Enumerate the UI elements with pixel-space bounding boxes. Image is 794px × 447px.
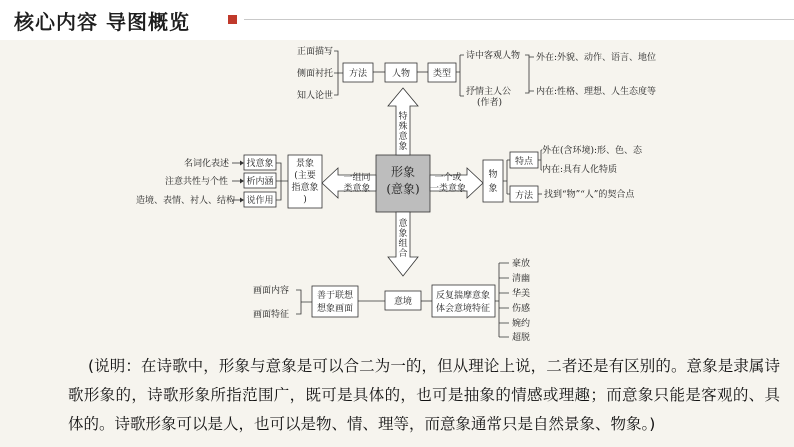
left-actions-bracket bbox=[276, 163, 288, 200]
left-action-1: 找意象 bbox=[246, 159, 274, 169]
page-title: 核心内容 导图概览 bbox=[14, 10, 190, 34]
style-2: 清幽 bbox=[512, 274, 531, 284]
realm-desc-2: 体会意境特征 bbox=[435, 304, 491, 314]
left-arrow-2-head bbox=[240, 179, 244, 184]
scene-label-3: 指意象 bbox=[291, 183, 319, 193]
arrow-down-char-1: 意 bbox=[398, 219, 408, 229]
bottom-input-1: 画面内容 bbox=[253, 286, 290, 296]
assoc-label-1: 善于联想 bbox=[316, 291, 354, 301]
type-bracket bbox=[456, 55, 464, 96]
object-label-1: 物 bbox=[488, 170, 498, 180]
bottom-input-2: 画面特征 bbox=[253, 310, 290, 320]
feature-a-label: 外在(含环境):形、色、态 bbox=[542, 146, 643, 156]
object-box bbox=[483, 160, 503, 202]
outer-inner-bracket bbox=[525, 55, 534, 93]
left-action-3: 说作用 bbox=[246, 196, 274, 206]
person-label: 人物 bbox=[391, 69, 411, 79]
style-4: 伤感 bbox=[512, 304, 531, 314]
assoc-label-2: 想象画面 bbox=[316, 304, 354, 314]
left-action-2: 析内涵 bbox=[246, 177, 274, 187]
scene-label-4: ) bbox=[303, 195, 307, 205]
center-label-2: (意象) bbox=[386, 182, 420, 196]
arrow-up-char-1: 特 bbox=[398, 112, 408, 122]
type-label: 类型 bbox=[432, 69, 452, 79]
arrow-left-label-1: 一组同 bbox=[343, 173, 371, 183]
style-1: 豪放 bbox=[512, 259, 531, 269]
type-b-label-2: (作者) bbox=[477, 98, 503, 108]
inner-label: 内在:性格、理想、人生态度等 bbox=[536, 87, 657, 97]
feature-b-label: 内在:具有人化特质 bbox=[542, 165, 618, 175]
top-input-1: 正面描写 bbox=[297, 47, 334, 57]
arrow-up-char-3: 意 bbox=[398, 132, 408, 142]
top-input-2: 侧面衬托 bbox=[297, 69, 334, 79]
type-b-label-1: 抒情主人公 bbox=[466, 87, 512, 97]
right-method-label: 方法 bbox=[514, 191, 534, 201]
top-method-label: 方法 bbox=[348, 69, 368, 79]
style-5: 婉约 bbox=[512, 319, 531, 329]
arrow-up-char-4: 象 bbox=[398, 142, 408, 152]
right-bracket bbox=[503, 160, 510, 194]
feature-label: 特点 bbox=[514, 157, 534, 167]
arrow-right-label-2: 一类意象 bbox=[429, 184, 467, 194]
right-method-desc: 找到“物”“人”的契合点 bbox=[544, 190, 635, 200]
arrow-up-char-2: 殊 bbox=[398, 122, 408, 132]
arrow-left-label-2: 类意象 bbox=[343, 184, 371, 194]
styles-bracket bbox=[495, 263, 509, 337]
scene-label-2: (主要 bbox=[294, 171, 316, 181]
left-desc-1: 名词化表述 bbox=[184, 159, 230, 169]
object-label-2: 象 bbox=[488, 184, 498, 194]
arrow-right-label-1: 一个或 bbox=[434, 173, 462, 183]
outer-label: 外在:外貌、动作、语言、地位 bbox=[536, 53, 657, 63]
explanation-note: (说明：在诗歌中，形象与意象是可以合二为一的，但从理论上说，二者还是有区别的。意象是隶属诗歌形象的，诗歌形象所指范围广，既可是具体的，也可是抽象的情感或理趣；而意象只能是客观的、具体的。诗歌形象可以是人，也可以是物、情、理等，而意象通常只是自然景象、物象。) bbox=[68, 357, 780, 433]
arrow-down-char-4: 合 bbox=[398, 249, 408, 259]
left-arrow-1-head bbox=[240, 161, 244, 166]
type-a-label: 诗中客观人物 bbox=[466, 51, 521, 61]
top-input-3: 知人论世 bbox=[297, 91, 334, 101]
realm-desc-1: 反复揣摩意象 bbox=[435, 291, 491, 301]
arrow-down-char-2: 象 bbox=[398, 229, 408, 239]
top-inputs-bracket bbox=[334, 51, 343, 95]
left-arrow-3-head bbox=[240, 198, 244, 203]
left-desc-2: 注意共性与个性 bbox=[165, 177, 229, 187]
arrow-down-char-3: 组 bbox=[398, 239, 408, 249]
bottom-inputs-bracket bbox=[296, 290, 312, 314]
style-6: 超脱 bbox=[512, 333, 531, 343]
style-3: 华美 bbox=[512, 289, 531, 299]
scene-label-1: 景象 bbox=[295, 159, 315, 169]
center-label-1: 形象 bbox=[390, 165, 416, 179]
realm-label: 意境 bbox=[393, 297, 413, 307]
left-desc-3: 造境、表情、衬人、结构 bbox=[136, 196, 236, 206]
